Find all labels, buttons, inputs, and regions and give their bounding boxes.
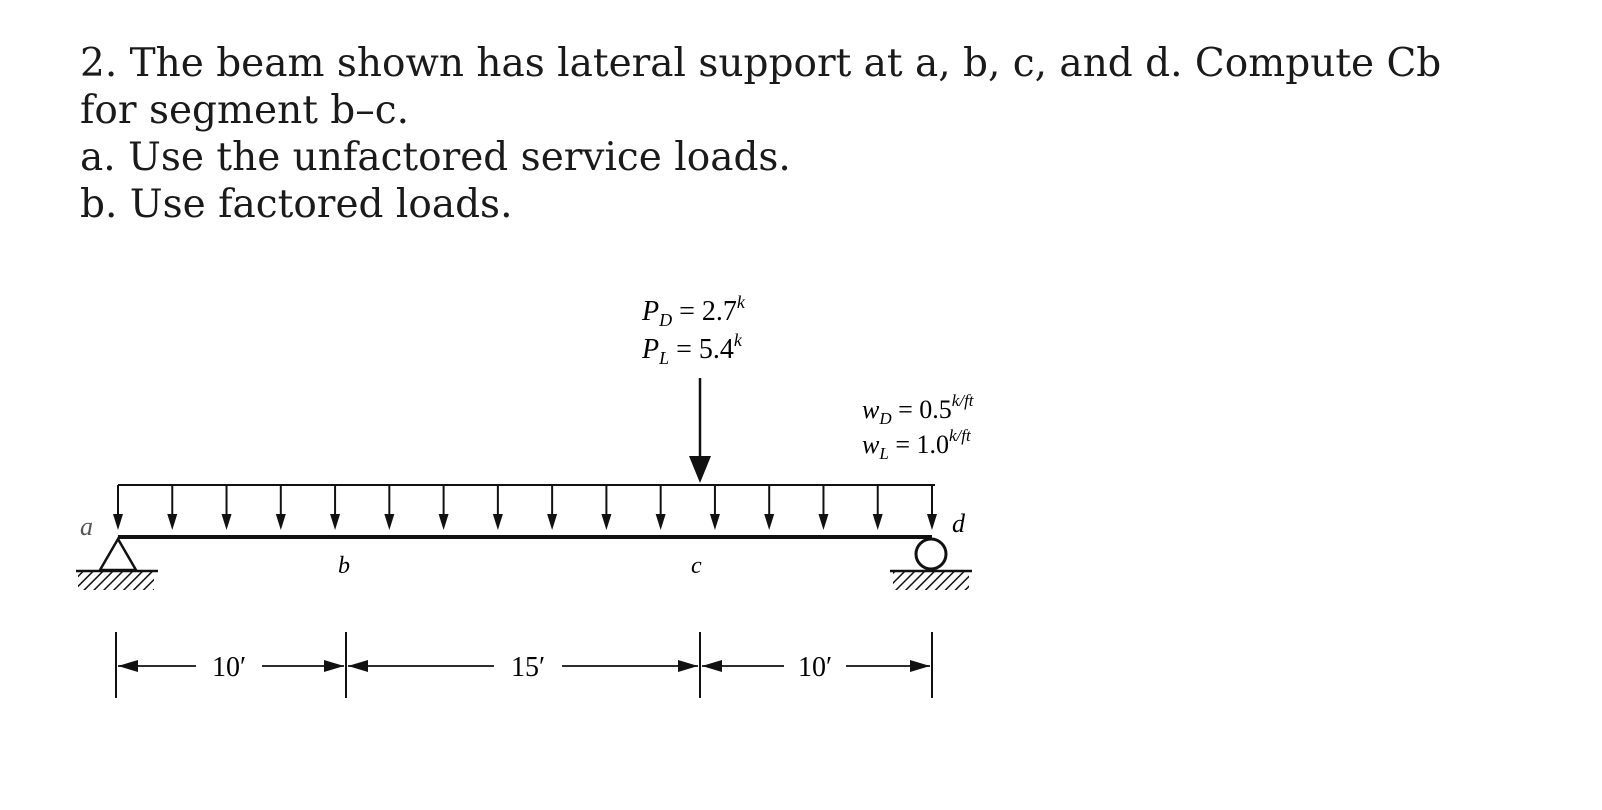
point-label-a: a: [80, 512, 93, 541]
dimension-label-cd: 10′: [797, 652, 833, 683]
distributed-load-arrow-head: [818, 514, 828, 530]
problem-line-3: a. Use the unfactored service loads.: [80, 135, 791, 180]
distributed-load-arrow-head: [439, 514, 449, 530]
point-label-b: b: [338, 553, 350, 579]
distributed-load-arrow-head: [384, 514, 394, 530]
point-load-live-label: $P_L = 5.4^k$: [642, 330, 742, 368]
roller-support-d: [890, 539, 972, 590]
distributed-load-arrow-head: [764, 514, 774, 530]
distributed-load-arrow-head: [710, 514, 720, 530]
distributed-load-arrow-head: [276, 514, 286, 530]
dimension-label-bc: 15′: [510, 652, 546, 683]
distributed-load-arrow-head: [113, 514, 123, 530]
point-label-d: d: [952, 509, 965, 538]
point-load-dead-label: $P_D = 2.7^k$: [642, 292, 745, 330]
problem-line-1: 2. The beam shown has lateral support at a, b, c, and d. Compute Cb: [80, 41, 1442, 86]
distributed-load-arrow-head: [330, 514, 340, 530]
dimension-label-ab: 10′: [211, 652, 247, 683]
point-load-arrow: [689, 378, 711, 483]
distributed-load-arrow-head: [222, 514, 232, 530]
problem-line-2: for segment b–c.: [80, 88, 409, 133]
distributed-load-arrow-head: [547, 514, 557, 530]
distributed-load: [113, 485, 937, 530]
point-label-c: c: [691, 553, 702, 579]
distributed-load-arrow-head: [873, 514, 883, 530]
distributed-load-dead-label: $w_D = 0.5^{k/ft}$: [862, 391, 974, 428]
distributed-load-arrow-head: [927, 514, 937, 530]
distributed-load-arrow-head: [493, 514, 503, 530]
problem-line-4: b. Use factored loads.: [80, 182, 513, 227]
distributed-load-arrow-head: [167, 514, 177, 530]
distributed-load-arrow-head: [601, 514, 611, 530]
distributed-load-live-label: $w_L = 1.0^{k/ft}$: [862, 426, 971, 463]
pin-support-a: [76, 539, 158, 590]
distributed-load-arrow-head: [656, 514, 666, 530]
